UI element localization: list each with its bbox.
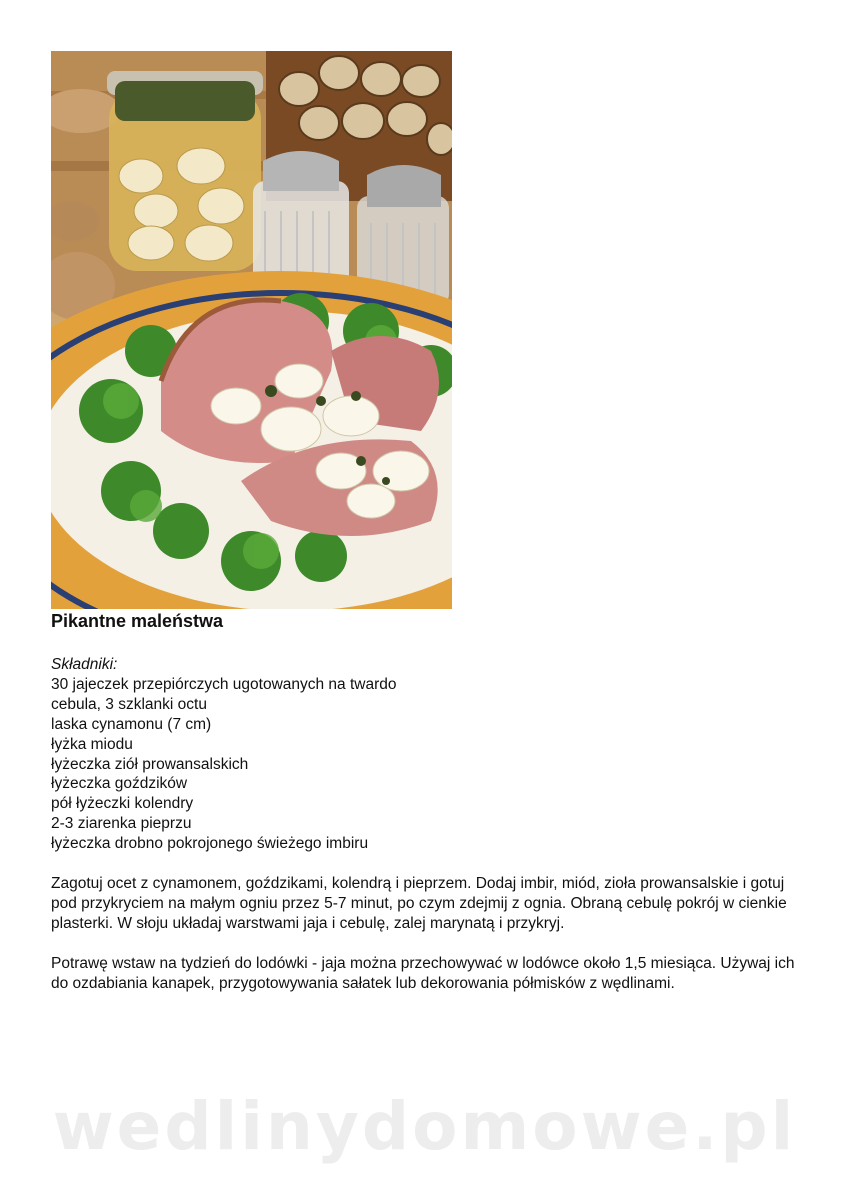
ingredient-item: 30 jajeczek przepiórczych ugotowanych na twardo — [51, 675, 397, 693]
recipe-content — [51, 655, 811, 994]
ingredient-item: cebula, 3 szklanki octu — [51, 695, 207, 713]
ingredient-item: łyżeczka drobno pokrojonego świeżego imbiru — [51, 835, 369, 853]
ingredient-item: łyżeczka goździków — [51, 775, 188, 793]
ingredient-item: laska cynamonu (7 cm) — [51, 715, 212, 733]
ingredient-item: łyżeczka ziół prowansalskich — [51, 755, 249, 773]
ingredient-item: pół łyżeczki kolendry — [51, 795, 194, 813]
instructions-paragraph: Zagotuj ocet z cynamonem, goździkami, kolendrą i pieprzem. Dodaj imbir, miód, zioła prowansalskie i gotuj pod przykryciem na małym ogniu przez 5-7 minut, po czym zdejmij z ognia. Obraną cebulę pokrój w cienkie plasterki. W słoju układaj warstwami jaja i cebulę, zalej marynatą i przykryj. — [51, 875, 787, 932]
recipe-title: Pikantne maleństwa — [51, 611, 224, 631]
ingredient-item: łyżka miodu — [51, 735, 133, 753]
ingredients-label: Składniki: — [51, 656, 118, 673]
storage-paragraph: Potrawę wstaw na tydzień do lodówki - jaja można przechowywać w lodówce około 1,5 miesiąca. Używaj ich do ozdabiania kanapek, przygotowywania sałatek lub dekorowania półmisków z wędlinami. — [51, 954, 795, 992]
ingredient-item: 2-3 ziarenka pieprzu — [51, 815, 192, 833]
site-watermark: wedlinydomowe.pl — [52, 1088, 797, 1165]
recipe-photo — [51, 51, 452, 609]
ingredients-list — [51, 675, 811, 854]
